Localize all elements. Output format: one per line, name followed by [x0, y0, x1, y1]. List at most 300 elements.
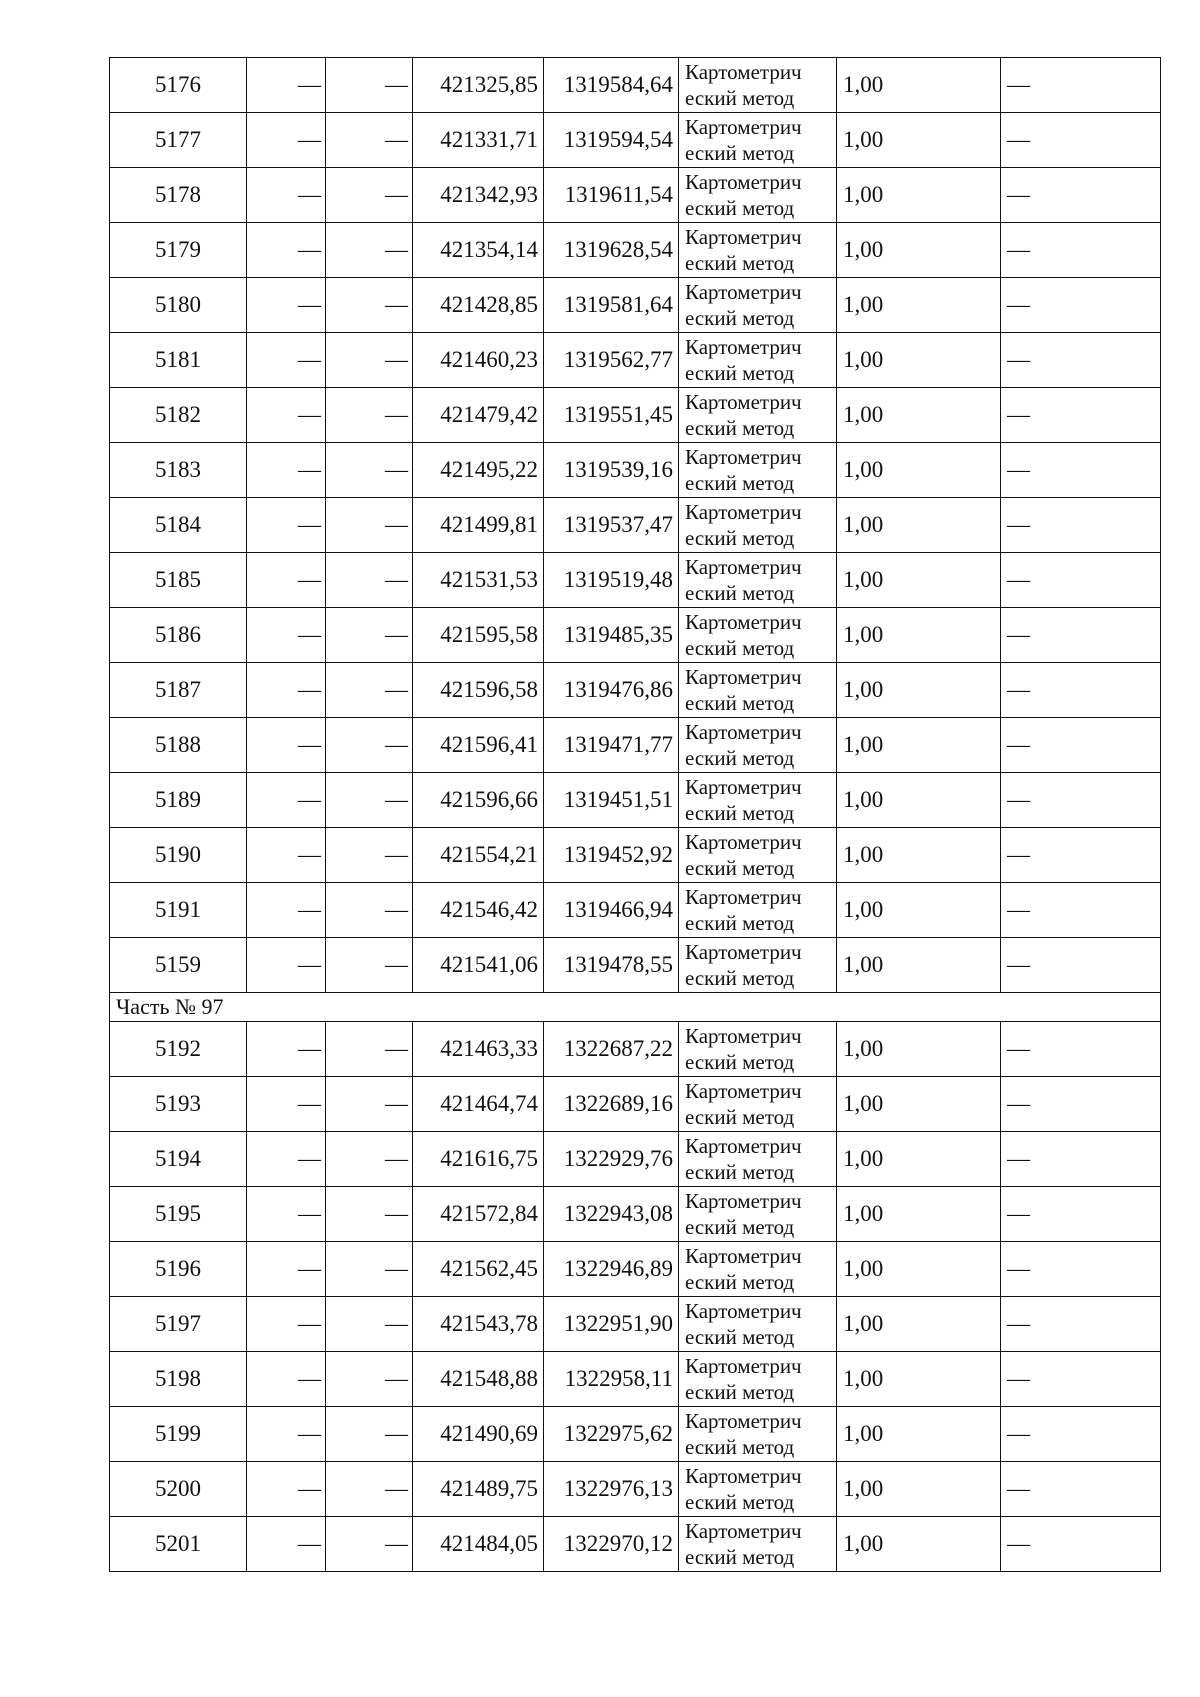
empty-dash-cell: — [326, 223, 413, 278]
note-cell: — [1001, 1352, 1161, 1407]
method-cell [679, 1187, 837, 1242]
y-coordinate-cell: 1319628,54 [544, 223, 679, 278]
empty-dash-cell: — [326, 883, 413, 938]
coordinates-table [109, 57, 1161, 1572]
method-text-line-1: Картометрич [685, 280, 802, 304]
y-coordinate-cell: 1319452,92 [544, 828, 679, 883]
point-number-cell: 5178 [110, 168, 247, 223]
empty-dash-cell: — [247, 168, 326, 223]
note-cell: — [1001, 223, 1161, 278]
x-coordinate-cell: 421596,41 [413, 718, 544, 773]
method-text-line-2: еский метод [685, 1545, 795, 1569]
method-cell [679, 1132, 837, 1187]
method-cell [679, 388, 837, 443]
method-text-line-2: еский метод [685, 966, 795, 990]
y-coordinate-cell: 1319478,55 [544, 938, 679, 993]
method-text-line-2: еский метод [685, 526, 795, 550]
note-cell: — [1001, 1022, 1161, 1077]
empty-dash-cell: — [326, 1462, 413, 1517]
method-text-line-2: еский метод [685, 86, 795, 110]
note-cell: — [1001, 938, 1161, 993]
x-coordinate-cell: 421548,88 [413, 1352, 544, 1407]
method-text-line-1: Картометрич [685, 445, 802, 469]
x-coordinate-cell: 421531,53 [413, 553, 544, 608]
y-coordinate-cell: 1322970,12 [544, 1517, 679, 1572]
y-coordinate-cell: 1319451,51 [544, 773, 679, 828]
method-text-line-1: Картометрич [685, 1134, 802, 1158]
x-coordinate-cell: 421562,45 [413, 1242, 544, 1297]
empty-dash-cell: — [326, 938, 413, 993]
point-number-cell: 5200 [110, 1462, 247, 1517]
table-row [110, 608, 1161, 663]
method-text-line-2: еский метод [685, 1435, 795, 1459]
accuracy-cell: 1,00 [837, 1517, 1001, 1572]
x-coordinate-cell: 421495,22 [413, 443, 544, 498]
empty-dash-cell: — [247, 1242, 326, 1297]
x-coordinate-cell: 421428,85 [413, 278, 544, 333]
method-cell [679, 1462, 837, 1517]
y-coordinate-cell: 1322951,90 [544, 1297, 679, 1352]
table-row [110, 1297, 1161, 1352]
empty-dash-cell: — [247, 388, 326, 443]
table-row [110, 443, 1161, 498]
empty-dash-cell: — [247, 1132, 326, 1187]
point-number-cell: 5192 [110, 1022, 247, 1077]
x-coordinate-cell: 421464,74 [413, 1077, 544, 1132]
method-text-line-2: еский метод [685, 251, 795, 275]
accuracy-cell: 1,00 [837, 1242, 1001, 1297]
empty-dash-cell: — [247, 608, 326, 663]
note-cell: — [1001, 113, 1161, 168]
note-cell: — [1001, 608, 1161, 663]
method-text-line-2: еский метод [685, 361, 795, 385]
method-cell [679, 278, 837, 333]
empty-dash-cell: — [326, 168, 413, 223]
point-number-cell: 5182 [110, 388, 247, 443]
x-coordinate-cell: 421460,23 [413, 333, 544, 388]
y-coordinate-cell: 1319519,48 [544, 553, 679, 608]
empty-dash-cell: — [247, 1517, 326, 1572]
y-coordinate-cell: 1322958,11 [544, 1352, 679, 1407]
x-coordinate-cell: 421554,21 [413, 828, 544, 883]
method-text-line-2: еский метод [685, 1270, 795, 1294]
x-coordinate-cell: 421546,42 [413, 883, 544, 938]
point-number-cell: 5190 [110, 828, 247, 883]
note-cell: — [1001, 388, 1161, 443]
empty-dash-cell: — [247, 223, 326, 278]
table-row [110, 828, 1161, 883]
table-row [110, 1352, 1161, 1407]
accuracy-cell: 1,00 [837, 168, 1001, 223]
point-number-cell: 5191 [110, 883, 247, 938]
empty-dash-cell: — [247, 443, 326, 498]
method-text-line-2: еский метод [685, 746, 795, 770]
accuracy-cell: 1,00 [837, 828, 1001, 883]
y-coordinate-cell: 1319594,54 [544, 113, 679, 168]
empty-dash-cell: — [247, 113, 326, 168]
note-cell: — [1001, 718, 1161, 773]
part-header-row [110, 993, 1161, 1022]
empty-dash-cell: — [247, 1187, 326, 1242]
y-coordinate-cell: 1319471,77 [544, 718, 679, 773]
method-text-line-1: Картометрич [685, 500, 802, 524]
method-text-line-2: еский метод [685, 471, 795, 495]
point-number-cell: 5185 [110, 553, 247, 608]
empty-dash-cell: — [247, 718, 326, 773]
method-cell [679, 1022, 837, 1077]
method-text-line-1: Картометрич [685, 720, 802, 744]
note-cell: — [1001, 828, 1161, 883]
note-cell: — [1001, 1132, 1161, 1187]
method-text-line-1: Картометрич [685, 775, 802, 799]
x-coordinate-cell: 421490,69 [413, 1407, 544, 1462]
y-coordinate-cell: 1319584,64 [544, 58, 679, 113]
method-text-line-1: Картометрич [685, 115, 802, 139]
empty-dash-cell: — [326, 278, 413, 333]
empty-dash-cell: — [247, 498, 326, 553]
point-number-cell: 5199 [110, 1407, 247, 1462]
method-text-line-1: Картометрич [685, 1079, 802, 1103]
method-cell [679, 223, 837, 278]
y-coordinate-cell: 1319466,94 [544, 883, 679, 938]
x-coordinate-cell: 421596,66 [413, 773, 544, 828]
point-number-cell: 5187 [110, 663, 247, 718]
y-coordinate-cell: 1319581,64 [544, 278, 679, 333]
table-row [110, 58, 1161, 113]
point-number-cell: 5195 [110, 1187, 247, 1242]
empty-dash-cell: — [247, 883, 326, 938]
accuracy-cell: 1,00 [837, 278, 1001, 333]
y-coordinate-cell: 1319537,47 [544, 498, 679, 553]
x-coordinate-cell: 421463,33 [413, 1022, 544, 1077]
x-coordinate-cell: 421479,42 [413, 388, 544, 443]
method-cell [679, 828, 837, 883]
accuracy-cell: 1,00 [837, 388, 1001, 443]
empty-dash-cell: — [326, 553, 413, 608]
method-cell [679, 608, 837, 663]
accuracy-cell: 1,00 [837, 1297, 1001, 1352]
method-text-line-1: Картометрич [685, 225, 802, 249]
method-text-line-2: еский метод [685, 801, 795, 825]
note-cell: — [1001, 663, 1161, 718]
table-row [110, 1077, 1161, 1132]
method-cell [679, 498, 837, 553]
empty-dash-cell: — [326, 333, 413, 388]
empty-dash-cell: — [247, 278, 326, 333]
y-coordinate-cell: 1322687,22 [544, 1022, 679, 1077]
empty-dash-cell: — [326, 1187, 413, 1242]
empty-dash-cell: — [326, 718, 413, 773]
empty-dash-cell: — [247, 1407, 326, 1462]
note-cell: — [1001, 1077, 1161, 1132]
method-text-line-2: еский метод [685, 1160, 795, 1184]
note-cell: — [1001, 1517, 1161, 1572]
method-text-line-2: еский метод [685, 196, 795, 220]
accuracy-cell: 1,00 [837, 1077, 1001, 1132]
note-cell: — [1001, 1407, 1161, 1462]
point-number-cell: 5184 [110, 498, 247, 553]
empty-dash-cell: — [247, 663, 326, 718]
method-text-line-1: Картометрич [685, 1464, 802, 1488]
empty-dash-cell: — [326, 1352, 413, 1407]
method-text-line-2: еский метод [685, 1215, 795, 1239]
point-number-cell: 5186 [110, 608, 247, 663]
empty-dash-cell: — [247, 1462, 326, 1517]
method-cell [679, 113, 837, 168]
method-text-line-2: еский метод [685, 911, 795, 935]
method-text-line-1: Картометрич [685, 170, 802, 194]
y-coordinate-cell: 1322929,76 [544, 1132, 679, 1187]
note-cell: — [1001, 1242, 1161, 1297]
note-cell: — [1001, 168, 1161, 223]
table-row [110, 1462, 1161, 1517]
point-number-cell: 5194 [110, 1132, 247, 1187]
empty-dash-cell: — [326, 1407, 413, 1462]
empty-dash-cell: — [326, 58, 413, 113]
x-coordinate-cell: 421616,75 [413, 1132, 544, 1187]
y-coordinate-cell: 1319551,45 [544, 388, 679, 443]
accuracy-cell: 1,00 [837, 883, 1001, 938]
table-body [110, 58, 1161, 1572]
empty-dash-cell: — [326, 498, 413, 553]
method-cell [679, 58, 837, 113]
x-coordinate-cell: 421541,06 [413, 938, 544, 993]
method-text-line-1: Картометрич [685, 940, 802, 964]
accuracy-cell: 1,00 [837, 1187, 1001, 1242]
y-coordinate-cell: 1319562,77 [544, 333, 679, 388]
accuracy-cell: 1,00 [837, 498, 1001, 553]
method-cell [679, 443, 837, 498]
table-row [110, 553, 1161, 608]
method-cell [679, 1077, 837, 1132]
method-cell [679, 718, 837, 773]
point-number-cell: 5193 [110, 1077, 247, 1132]
note-cell: — [1001, 1187, 1161, 1242]
method-text-line-2: еский метод [685, 856, 795, 880]
method-cell [679, 333, 837, 388]
y-coordinate-cell: 1322975,62 [544, 1407, 679, 1462]
table-row [110, 498, 1161, 553]
method-text-line-1: Картометрич [685, 60, 802, 84]
table-row [110, 113, 1161, 168]
note-cell: — [1001, 883, 1161, 938]
y-coordinate-cell: 1322946,89 [544, 1242, 679, 1297]
method-text-line-2: еский метод [685, 1325, 795, 1349]
empty-dash-cell: — [326, 1242, 413, 1297]
x-coordinate-cell: 421331,71 [413, 113, 544, 168]
y-coordinate-cell: 1319611,54 [544, 168, 679, 223]
empty-dash-cell: — [247, 553, 326, 608]
table-row [110, 1242, 1161, 1297]
table-row [110, 1187, 1161, 1242]
x-coordinate-cell: 421595,58 [413, 608, 544, 663]
x-coordinate-cell: 421354,14 [413, 223, 544, 278]
y-coordinate-cell: 1322976,13 [544, 1462, 679, 1517]
x-coordinate-cell: 421342,93 [413, 168, 544, 223]
point-number-cell: 5188 [110, 718, 247, 773]
y-coordinate-cell: 1322943,08 [544, 1187, 679, 1242]
table-row [110, 278, 1161, 333]
method-text-line-2: еский метод [685, 1105, 795, 1129]
point-number-cell: 5201 [110, 1517, 247, 1572]
method-cell [679, 168, 837, 223]
empty-dash-cell: — [247, 773, 326, 828]
table-row [110, 1407, 1161, 1462]
point-number-cell: 5189 [110, 773, 247, 828]
y-coordinate-cell: 1322689,16 [544, 1077, 679, 1132]
method-cell [679, 938, 837, 993]
x-coordinate-cell: 421489,75 [413, 1462, 544, 1517]
table-row [110, 388, 1161, 443]
method-text-line-2: еский метод [685, 581, 795, 605]
note-cell: — [1001, 773, 1161, 828]
x-coordinate-cell: 421499,81 [413, 498, 544, 553]
note-cell: — [1001, 443, 1161, 498]
accuracy-cell: 1,00 [837, 773, 1001, 828]
empty-dash-cell: — [326, 388, 413, 443]
y-coordinate-cell: 1319476,86 [544, 663, 679, 718]
accuracy-cell: 1,00 [837, 443, 1001, 498]
accuracy-cell: 1,00 [837, 663, 1001, 718]
empty-dash-cell: — [326, 1022, 413, 1077]
method-text-line-2: еский метод [685, 1050, 795, 1074]
x-coordinate-cell: 421572,84 [413, 1187, 544, 1242]
part-label: Часть № 97 [110, 993, 1161, 1022]
method-text-line-1: Картометрич [685, 665, 802, 689]
accuracy-cell: 1,00 [837, 553, 1001, 608]
method-text-line-1: Картометрич [685, 1299, 802, 1323]
point-number-cell: 5196 [110, 1242, 247, 1297]
empty-dash-cell: — [326, 1077, 413, 1132]
method-text-line-2: еский метод [685, 141, 795, 165]
empty-dash-cell: — [247, 1297, 326, 1352]
empty-dash-cell: — [326, 113, 413, 168]
method-text-line-2: еский метод [685, 636, 795, 660]
method-text-line-1: Картометрич [685, 885, 802, 909]
y-coordinate-cell: 1319539,16 [544, 443, 679, 498]
empty-dash-cell: — [326, 828, 413, 883]
table-row [110, 223, 1161, 278]
method-cell [679, 1242, 837, 1297]
method-text-line-1: Картометрич [685, 390, 802, 414]
table-row [110, 1022, 1161, 1077]
method-text-line-1: Картометрич [685, 555, 802, 579]
method-text-line-2: еский метод [685, 1380, 795, 1404]
method-cell [679, 1517, 837, 1572]
note-cell: — [1001, 553, 1161, 608]
x-coordinate-cell: 421596,58 [413, 663, 544, 718]
method-text-line-1: Картометрич [685, 1519, 802, 1543]
method-text-line-2: еский метод [685, 1490, 795, 1514]
method-text-line-1: Картометрич [685, 335, 802, 359]
empty-dash-cell: — [326, 663, 413, 718]
table-row [110, 1517, 1161, 1572]
point-number-cell: 5159 [110, 938, 247, 993]
x-coordinate-cell: 421543,78 [413, 1297, 544, 1352]
accuracy-cell: 1,00 [837, 1462, 1001, 1517]
point-number-cell: 5177 [110, 113, 247, 168]
table-row [110, 1132, 1161, 1187]
method-cell [679, 1297, 837, 1352]
note-cell: — [1001, 1462, 1161, 1517]
empty-dash-cell: — [326, 443, 413, 498]
empty-dash-cell: — [247, 828, 326, 883]
table-row [110, 663, 1161, 718]
empty-dash-cell: — [247, 1352, 326, 1407]
table-row [110, 773, 1161, 828]
table-row [110, 883, 1161, 938]
x-coordinate-cell: 421484,05 [413, 1517, 544, 1572]
point-number-cell: 5183 [110, 443, 247, 498]
point-number-cell: 5198 [110, 1352, 247, 1407]
accuracy-cell: 1,00 [837, 333, 1001, 388]
accuracy-cell: 1,00 [837, 1407, 1001, 1462]
empty-dash-cell: — [247, 333, 326, 388]
method-cell [679, 1407, 837, 1462]
x-coordinate-cell: 421325,85 [413, 58, 544, 113]
method-text-line-2: еский метод [685, 306, 795, 330]
empty-dash-cell: — [326, 1517, 413, 1572]
method-text-line-2: еский метод [685, 691, 795, 715]
accuracy-cell: 1,00 [837, 113, 1001, 168]
point-number-cell: 5179 [110, 223, 247, 278]
method-cell [679, 553, 837, 608]
empty-dash-cell: — [326, 1297, 413, 1352]
note-cell: — [1001, 333, 1161, 388]
accuracy-cell: 1,00 [837, 1352, 1001, 1407]
method-cell [679, 773, 837, 828]
accuracy-cell: 1,00 [837, 718, 1001, 773]
method-text-line-1: Картометрич [685, 1024, 802, 1048]
method-text-line-1: Картометрич [685, 610, 802, 634]
method-cell [679, 1352, 837, 1407]
table-row [110, 718, 1161, 773]
accuracy-cell: 1,00 [837, 223, 1001, 278]
accuracy-cell: 1,00 [837, 58, 1001, 113]
note-cell: — [1001, 498, 1161, 553]
point-number-cell: 5180 [110, 278, 247, 333]
empty-dash-cell: — [326, 773, 413, 828]
point-number-cell: 5181 [110, 333, 247, 388]
table-row [110, 168, 1161, 223]
empty-dash-cell: — [247, 938, 326, 993]
method-cell [679, 883, 837, 938]
method-text-line-1: Картометрич [685, 1409, 802, 1433]
method-text-line-1: Картометрич [685, 1189, 802, 1213]
table-row [110, 938, 1161, 993]
y-coordinate-cell: 1319485,35 [544, 608, 679, 663]
point-number-cell: 5197 [110, 1297, 247, 1352]
method-text-line-2: еский метод [685, 416, 795, 440]
accuracy-cell: 1,00 [837, 1132, 1001, 1187]
note-cell: — [1001, 278, 1161, 333]
method-cell [679, 663, 837, 718]
accuracy-cell: 1,00 [837, 608, 1001, 663]
empty-dash-cell: — [326, 608, 413, 663]
method-text-line-1: Картометрич [685, 1244, 802, 1268]
point-number-cell: 5176 [110, 58, 247, 113]
method-text-line-1: Картометрич [685, 1354, 802, 1378]
empty-dash-cell: — [247, 1022, 326, 1077]
table-row [110, 333, 1161, 388]
accuracy-cell: 1,00 [837, 1022, 1001, 1077]
note-cell: — [1001, 58, 1161, 113]
empty-dash-cell: — [247, 1077, 326, 1132]
accuracy-cell: 1,00 [837, 938, 1001, 993]
note-cell: — [1001, 1297, 1161, 1352]
method-text-line-1: Картометрич [685, 830, 802, 854]
empty-dash-cell: — [247, 58, 326, 113]
